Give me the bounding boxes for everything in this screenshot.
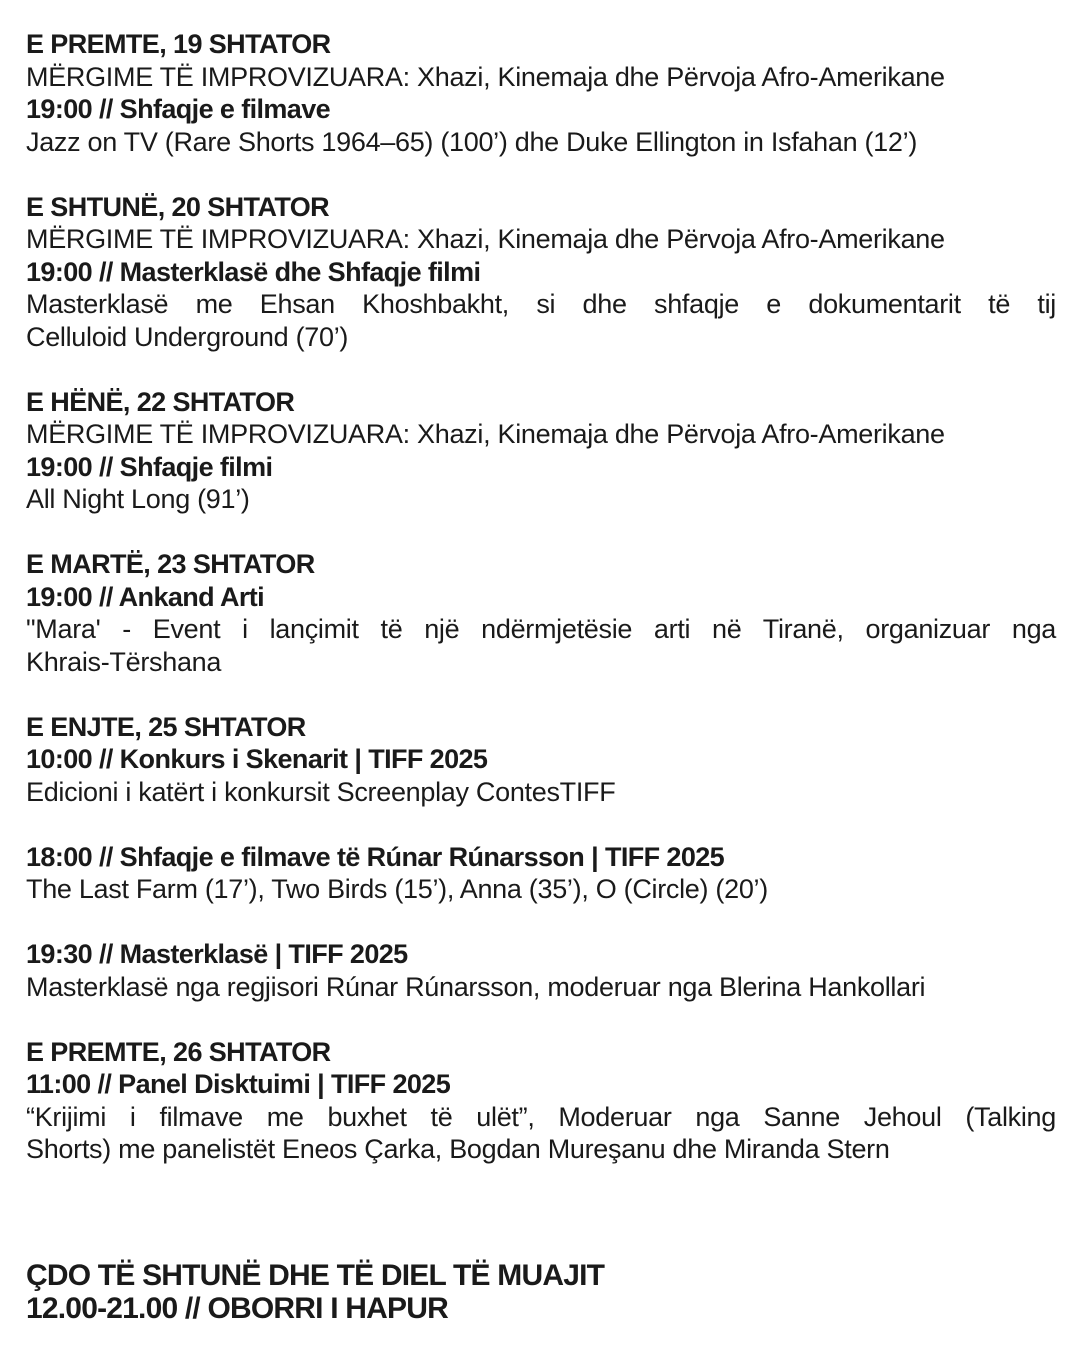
event-description-line: Celluloid Underground (70’) bbox=[26, 321, 349, 352]
day-date: E MARTË, 23 SHTATOR bbox=[26, 549, 315, 579]
schedule-day-19 bbox=[26, 28, 1056, 158]
schedule-day-20 bbox=[26, 191, 1056, 354]
schedule-list bbox=[26, 28, 1056, 1166]
event-time-title: 19:30 // Masterklasë | TIFF 2025 bbox=[26, 939, 408, 969]
event-time-title: 19:00 // Masterklasë dhe Shfaqje filmi bbox=[26, 256, 481, 287]
event-description-line: Masterklasë me Ehsan Khoshbakht, si dhe shfaqje e dokumentarit të tij bbox=[26, 289, 1056, 319]
day-date: E PREMTE, 26 SHTATOR bbox=[26, 1036, 331, 1067]
day-date: E SHTUNË, 20 SHTATOR bbox=[26, 191, 330, 222]
event-description: Edicioni i katërt i konkursit Screenplay ContesTIFF bbox=[26, 776, 616, 807]
day-date: E PREMTE, 19 SHTATOR bbox=[26, 29, 331, 59]
series-title: MËRGIME TË IMPROVIZUARA: Xhazi, Kinemaja dhe Përvoja Afro-Amerikane bbox=[26, 224, 945, 254]
event-description-line: Shorts) me panelistët Eneos Çarka, Bogdan Mureşanu dhe Miranda Stern bbox=[26, 1134, 890, 1164]
event-description: All Night Long (91’) bbox=[26, 484, 250, 514]
day-date: E HËNË, 22 SHTATOR bbox=[26, 386, 295, 417]
recurring-event-footer bbox=[26, 1259, 1056, 1325]
event-description: Masterklasë nga regjisori Rúnar Rúnarsson, moderuar nga Blerina Hankollari bbox=[26, 971, 926, 1002]
schedule-day-25 bbox=[26, 711, 1056, 1004]
event-time-title: 18:00 // Shfaqje e filmave të Rúnar Rúnarsson | TIFF 2025 bbox=[26, 841, 725, 872]
day-date: E ENJTE, 25 SHTATOR bbox=[26, 711, 306, 742]
event-description bbox=[26, 288, 1056, 353]
event-time-title: 19:00 // Ankand Arti bbox=[26, 581, 265, 612]
event-description-line: “Krijimi i filmave me buxhet të ulët”, Moderuar nga Sanne Jehoul (Talking bbox=[26, 1101, 1056, 1132]
event-description: The Last Farm (17’), Two Birds (15’), Anna (35’), O (Circle) (20’) bbox=[26, 874, 768, 904]
event-description bbox=[26, 1101, 1056, 1166]
event-time-title: 19:00 // Shfaqje e filmave bbox=[26, 94, 331, 124]
footer-recurrence: ÇDO TË SHTUNË DHE TË DIEL TË MUAJIT bbox=[26, 1259, 605, 1292]
schedule-day-26 bbox=[26, 1036, 1056, 1166]
event-time-title: 19:00 // Shfaqje filmi bbox=[26, 451, 273, 482]
event-time-title: 11:00 // Panel Disktuimi | TIFF 2025 bbox=[26, 1069, 451, 1099]
event-description-line: Khrais-Tërshana bbox=[26, 646, 222, 677]
schedule-day-23 bbox=[26, 548, 1056, 678]
event-description: Jazz on TV (Rare Shorts 1964–65) (100’) dhe Duke Ellington in Isfahan (12’) bbox=[26, 126, 918, 157]
event-time-title: 10:00 // Konkurs i Skenarit | TIFF 2025 bbox=[26, 744, 488, 774]
event-description bbox=[26, 613, 1056, 678]
series-title: MËRGIME TË IMPROVIZUARA: Xhazi, Kinemaja dhe Përvoja Afro-Amerikane bbox=[26, 419, 945, 449]
event-description-line: "Mara' - Event i lançimit të një ndërmjetësie arti në Tiranë, organizuar nga bbox=[26, 614, 1056, 644]
footer-hours-venue: 12.00-21.00 // OBORRI I HAPUR bbox=[26, 1292, 448, 1325]
schedule-day-22 bbox=[26, 386, 1056, 516]
series-title: MËRGIME TË IMPROVIZUARA: Xhazi, Kinemaja dhe Përvoja Afro-Amerikane bbox=[26, 61, 945, 92]
